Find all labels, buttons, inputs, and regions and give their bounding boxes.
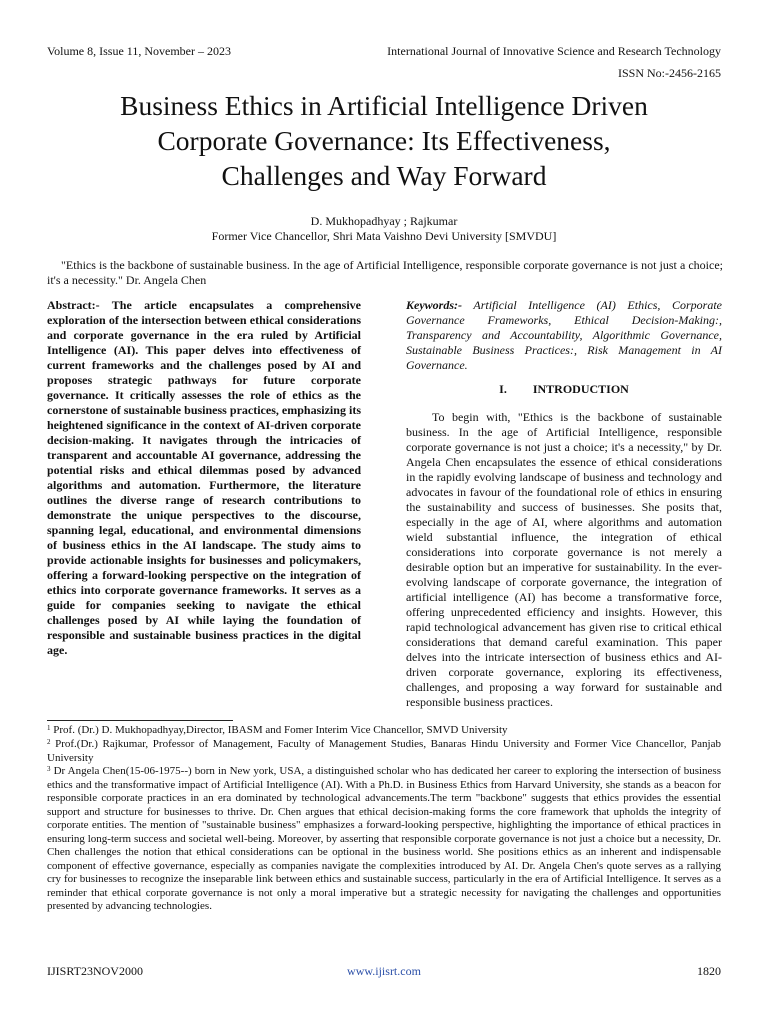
footnote-1 — [47, 724, 721, 738]
footnote-text: Dr Angela Chen(15-06-1975--) born in New york, USA, a distinguished scholar who has dedicated her career to exploring the intersection of business ethics and the transformative impact of Artificial Intelligence (AI). With a Ph.D. in Business Ethics from Harvard University, she stands as a beacon for responsible corporate practices in an era dominated by technological advancements.The term "backbone" suggests that ethics provides the essential support and structure for businesses to thrive. Dr. Chen argues that ethical decision-making forms the core framework that upholds the integrity of corporate entities. The mention of "sustainable business" emphasizes a forward-looking perspective, highlighting the importance of ethical practices in ensuring long-term success and societal well-being. Moreover, by asserting that responsible corporate governance is not just a choice but a necessity, Dr. Chen challenges the notion that ethical considerations can be optional in the business world. She positions ethics as an inherent and indispensable component of effective governance, especially as companies navigate the complexities introduced by AI. Dr. Angela Chen's quote serves as a rallying cry for businesses to recognize the inseparable link between ethics and sustainable success, particularly in the era of Artificial Intelligence. It serves as a reminder that ethical corporate governance is not only a moral imperative but a strategic necessity for navigating the challenges and opportunities presented by advancing technologies. — [47, 765, 721, 912]
section-title: INTRODUCTION — [532, 382, 629, 396]
footer-website-link[interactable]: www.ijisrt.com — [347, 964, 421, 978]
footnote-mark: 2 — [47, 738, 51, 746]
footnote-text: Prof.(Dr.) Rajkumar, Professor of Management, Faculty of Management Studies, Banaras Hindu University and Former Vice Chancellor, Panjab University — [47, 738, 721, 764]
keywords-label: Keywords:- — [406, 298, 462, 312]
title-line: Business Ethics in Artificial Intelligence Driven — [120, 90, 648, 121]
section-number: I. — [499, 382, 507, 396]
footnote-mark: 3 — [47, 765, 51, 773]
footer-paper-id: IJISRT23NOV2000 — [47, 964, 143, 978]
abstract — [47, 298, 361, 658]
page-number: 1820 — [697, 964, 721, 978]
abstract-text: The article encapsulates a comprehensive exploration of the intersection between ethical considerations and corporate governance in the era ruled by Artificial Intelligence (AI). This paper delves into effectiveness of current frameworks and the challenges posed by AI and proposes strategic pathways for future corporate governance. It critically assesses the role of ethics as the cornerstone of sustainable business practices, emphasizing its heightened significance in the context of AI-driven corporate decision-making. It navigates through the intricacies of transparent and accountable AI governance, addressing the potential risks and ethical dilemmas posed by advanced algorithms and automation. Furthermore, the literature outlines the diverse range of research contributions to demonstrate the unique perspectives to the discourse, spanning legal, educational, and environmental dimensions of business ethics in the AI landscape. The study aims to provide actionable insights for businesses and policymakers, offering a forward-looking perspective on the integration of ethics into corporate governance frameworks. It serves as a guide for companies seeking to navigate the ethical challenges posed by AI while laying the foundation of responsible and sustainable business practices in the digital age. — [47, 298, 361, 657]
footnote-2 — [47, 738, 721, 765]
epigraph: "Ethics is the backbone of sustainable business. In the age of Artificial Intelligence, responsible corporate governance is not just a choice; it's a necessity." Dr. Angela Chen — [47, 258, 723, 287]
authors: D. Mukhopadhyay ; Rajkumar — [310, 214, 458, 228]
abstract-label: Abstract:- — [47, 298, 100, 312]
journal-name: International Journal of Innovative Science and Research Technology — [387, 44, 721, 58]
footnote-rule — [47, 720, 233, 721]
footnote-3 — [47, 765, 721, 914]
affiliation: Former Vice Chancellor, Shri Mata Vaishno Devi University [SMVDU] — [211, 229, 557, 243]
keywords — [406, 298, 722, 373]
footnote-mark: 1 — [47, 724, 51, 732]
volume-issue: Volume 8, Issue 11, November – 2023 — [47, 44, 231, 58]
title-line: Challenges and Way Forward — [221, 160, 547, 191]
footnote-text: Prof. (Dr.) D. Mukhopadhyay,Director, IBASM and Fomer Interim Vice Chancellor, SMVD University — [50, 724, 508, 736]
introduction-paragraph: To begin with, "Ethics is the backbone of sustainable business. In the age of Artificial Intelligence, responsible corporate governance is not just a choice; it's a necessity," by Dr. Angela Chen encapsulates the essence of ethical considerations in the rapidly evolving landscape of business and technology and advocates in favour of the foundational role of ethics in ensuring the sustainability and success of businesses. She posits that, especially in the age of AI, where algorithms and automation wield substantial influence, the integration of ethical considerations into corporate governance is not merely a desirable option but an imperative for sustainability. In the ever-evolving landscape of corporate governance, the integration of artificial intelligence (AI) has become a transformative force, offering unprecedented efficiency and insights. However, this rapid technological advancement has given rise to critical ethical considerations that demand careful examination. This paper delves into the intricate intersection of business ethics and AI-driven corporate governance, exploring its effectiveness, challenges, and proposing a way forward for sustainable and responsible business practices. — [406, 410, 722, 709]
title-line: Corporate Governance: Its Effectiveness, — [157, 125, 611, 156]
section-heading — [406, 382, 722, 397]
paper-title — [40, 88, 728, 193]
issn: ISSN No:-2456-2165 — [617, 66, 721, 80]
keywords-text: Artificial Intelligence (AI) Ethics, Corporate Governance Frameworks, Ethical Decision-Making:, Transparency and Accountability, Algorithmic Governance, Sustainable Business Practices:, Risk Management in AI Governance. — [406, 298, 722, 372]
